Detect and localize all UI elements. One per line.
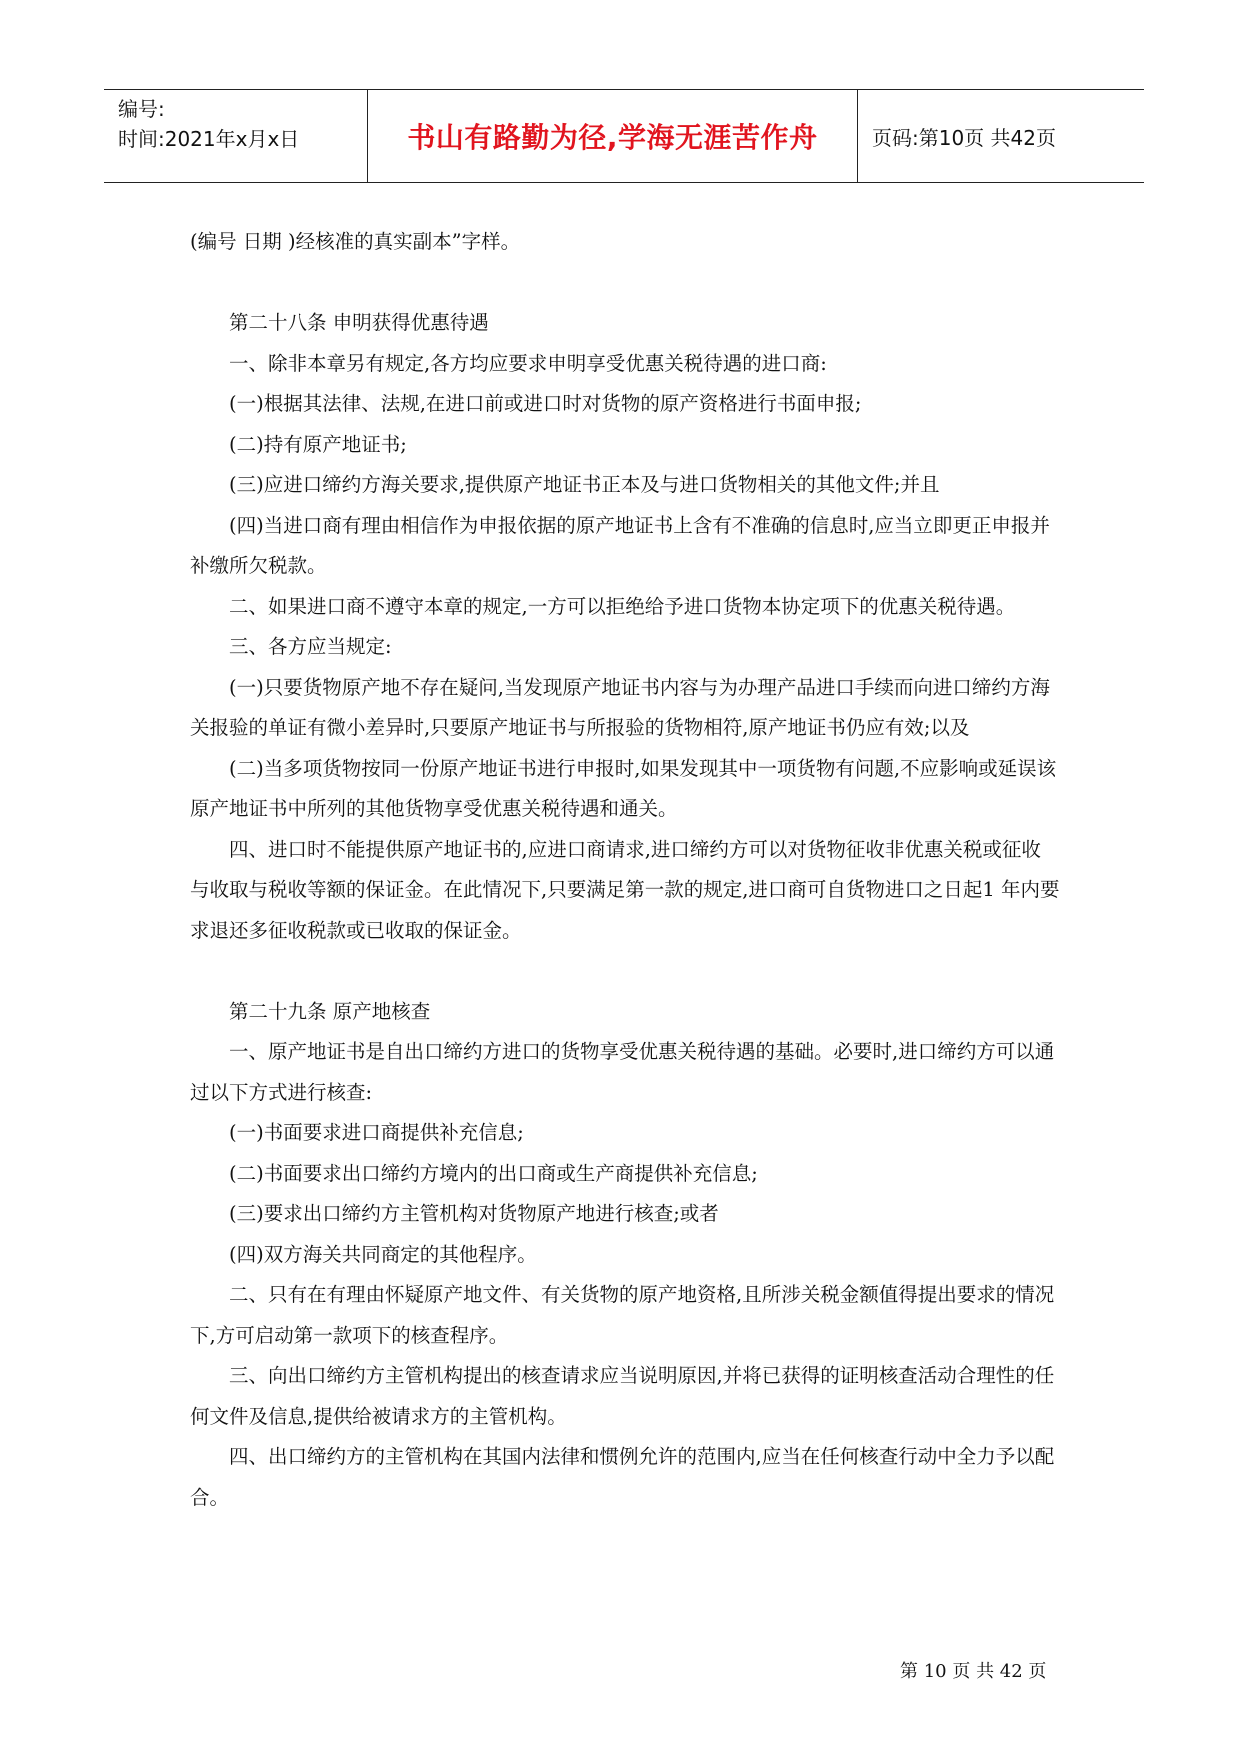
document-time-label: 时间:2021年x月x日 [118, 127, 300, 151]
paragraph: 一、除非本章另有规定,各方均应要求申明享受优惠关税待遇的进口商: [229, 351, 827, 375]
header-meta [104, 90, 368, 182]
paragraph: (编号 日期 )经核准的真实副本”字样。 [190, 230, 521, 253]
paragraph: (四)当进口商有理由相信作为申报依据的原产地证书上含有不准确的信息时,应当立即更正申报并补缴所欠税款。 [190, 513, 1050, 577]
paragraph: (一)只要货物原产地不存在疑问,当发现原产地证书内容与为办理产品进口手续而向进口缔约方海关报验的单证有微小差异时,只要原产地证书与所报验的货物相符,原产地证书仍应有效;以及 [190, 675, 1050, 739]
paragraph: (二)书面要求出口缔约方境内的出口商或生产商提供补充信息; [229, 1161, 758, 1185]
paragraph: (三)要求出口缔约方主管机构对货物原产地进行核查;或者 [229, 1202, 719, 1225]
paragraph: 一、原产地证书是自出口缔约方进口的货物享受优惠关税待遇的基础。必要时,进口缔约方可以通过以下方式进行核查: [190, 1040, 1055, 1104]
paragraph: (二)当多项货物按同一份原产地证书进行申报时,如果发现其中一项货物有问题,不应影响或延误该原产地证书中所列的其他货物享受优惠关税待遇和通关。 [190, 756, 1057, 820]
paragraph: 三、向出口缔约方主管机构提出的核查请求应当说明原因,并将已获得的证明核查活动合理性的任何文件及信息,提供给被请求方的主管机构。 [190, 1364, 1055, 1428]
paragraph-gap [190, 263, 1060, 304]
paragraph-gap [190, 951, 1060, 992]
paragraph: 四、出口缔约方的主管机构在其国内法律和惯例允许的范围内,应当在任何核查行动中全力予以配合。 [190, 1445, 1055, 1509]
paragraph: (四)双方海关共同商定的其他程序。 [229, 1242, 537, 1266]
header-motto: 书山有路勤为径,学海无涯苦作舟 [368, 90, 858, 182]
article-heading: 第二十八条 申明获得优惠待遇 [229, 311, 489, 334]
paragraph: 二、如果进口商不遵守本章的规定,一方可以拒绝给予进口货物本协定项下的优惠关税待遇。 [229, 594, 1016, 618]
page-header [104, 89, 1144, 183]
paragraph: (三)应进口缔约方海关要求,提供原产地证书正本及与进口货物相关的其他文件;并且 [229, 473, 940, 496]
page-footer: 第 10 页 共 42 页 [900, 1661, 1047, 1682]
article-heading: 第二十九条 原产地核查 [229, 999, 431, 1023]
paragraph: (一)书面要求进口商提供补充信息; [229, 1121, 524, 1144]
document-number-label: 编号: [118, 97, 165, 121]
header-page-number: 页码:第10页 共42页 [872, 125, 1056, 150]
paragraph: (二)持有原产地证书; [229, 432, 407, 456]
paragraph: 四、进口时不能提供原产地证书的,应进口商请求,进口缔约方可以对货物征收非优惠关税或征收与收取与税收等额的保证金。在此情况下,只要满足第一款的规定,进口商可自货物进口之日起1 年内要求退还多征收税款或已收取的保证金。 [190, 837, 1060, 942]
document-body [190, 222, 1060, 1518]
paragraph: (一)根据其法律、法规,在进口前或进口时对货物的原产资格进行书面申报; [229, 392, 862, 415]
paragraph: 三、各方应当规定: [229, 635, 392, 658]
paragraph: 二、只有在有理由怀疑原产地文件、有关货物的原产地资格,且所涉关税金额值得提出要求的情况下,方可启动第一款项下的核查程序。 [190, 1283, 1055, 1347]
